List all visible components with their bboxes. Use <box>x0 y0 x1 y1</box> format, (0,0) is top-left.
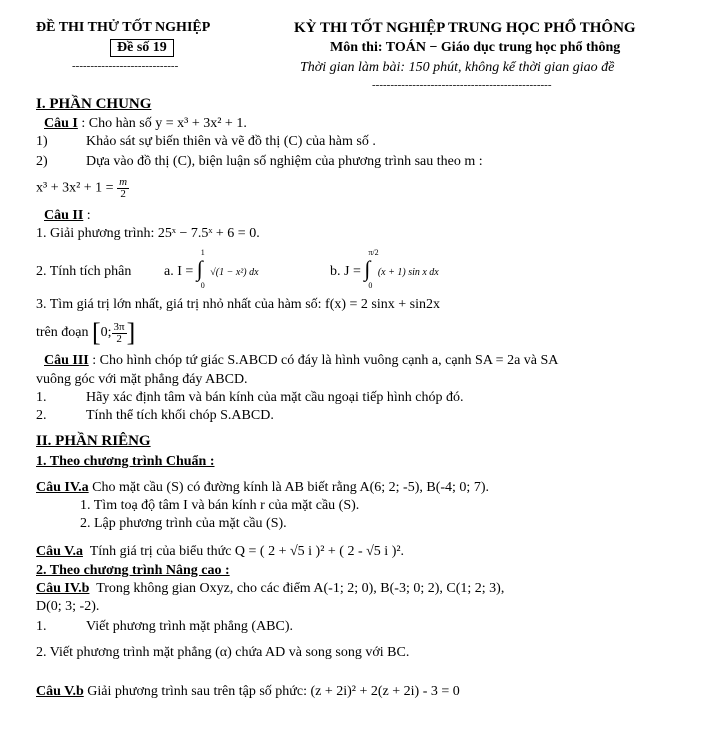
integral-b-integrand: (x + 1) sin x dx <box>377 267 439 279</box>
cau1-item1: Khảo sát sự biến thiên và vẽ đồ thị (C) của hàm số . <box>86 134 376 149</box>
cau2-label: Câu II <box>44 208 84 223</box>
cau1-item2-num: 2) <box>36 154 48 169</box>
cau1-line <box>44 116 247 132</box>
chuan-heading: 1. Theo chương trình Chuẩn : <box>36 454 215 469</box>
cau4b-text: Trong không gian Oxyz, cho các điểm A(-1; 2; 0), B(-3; 0; 2), C(1; 2; 3), <box>96 581 505 596</box>
cau4b-item1-num: 1. <box>36 619 47 634</box>
header-left-divider: ----------------------------- <box>72 60 179 72</box>
cau1-label: Câu I <box>44 116 78 131</box>
integral-lower-bound: 0 <box>368 281 373 290</box>
cau2-item3: 3. Tìm giá trị lớn nhất, giá trị nhỏ nhất của hàm số: f(x) = 2 sinx + sin2x <box>36 297 440 312</box>
cau1-item1-num: 1) <box>36 134 48 149</box>
right-bracket-icon: ] <box>126 318 136 347</box>
integral-upper-bound: π/2 <box>368 248 379 257</box>
cau1-equation <box>36 177 129 200</box>
cau5b-line <box>36 684 460 700</box>
cau2-item2-prefix: 2. Tính tích phân <box>36 264 132 279</box>
cau3-item1-num: 1. <box>36 390 47 405</box>
cau3-label: Câu III <box>44 353 89 368</box>
fraction-numerator: 3π <box>113 320 125 333</box>
fraction-numerator: m <box>119 176 128 188</box>
cau1-text: : Cho hàn số y = x³ + 3x² + 1. <box>81 116 247 131</box>
cau5a-text: Tính giá trị của biểu thức Q = ( 2 + √5 i )² + ( 2 - √5 i )². <box>89 544 405 559</box>
cau4b-line <box>36 581 504 597</box>
cau4a-text: Cho mặt cầu (S) có đường kính là AB biết rằng A(6; 2; -5), B(-4; 0; 7). <box>92 480 489 495</box>
left-bracket-icon: [ <box>91 318 101 347</box>
cau3-text: : Cho hình chóp tứ giác S.ABCD có đáy là hình vuông cạnh a, cạnh SA = 2a và SA <box>92 353 559 368</box>
cau1-equation-left: x³ + 3x² + 1 = <box>36 180 114 196</box>
nangcao-heading: 2. Theo chương trình Nâng cao : <box>36 563 230 578</box>
part2-heading: II. PHẦN RIÊNG <box>36 433 151 449</box>
domain-fraction <box>112 322 127 345</box>
cau2-integral-b <box>330 248 439 290</box>
header-subject: Môn thi: TOÁN − Giáo dục trung học phổ thông <box>330 40 621 55</box>
cau4a-line <box>36 480 489 496</box>
cau2-integral-a <box>164 248 259 290</box>
header-right-title: KỲ THI TỐT NGHIỆP TRUNG HỌC PHỔ THÔNG <box>294 20 636 36</box>
cau4a-item2: 2. Lập phương trình của mặt cầu (S). <box>80 516 287 531</box>
cau5a-line <box>36 544 404 560</box>
header-right-divider: ------------------------------------------------- <box>372 79 552 91</box>
cau3-text2: vuông góc với mặt phẳng đáy ABCD. <box>36 372 248 387</box>
header-time: Thời gian làm bài: 150 phút, không kể thời gian giao đề <box>300 60 615 75</box>
cau4b-item1: Viết phương trình mặt phẳng (ABC). <box>86 619 294 634</box>
cau4a-label: Câu IV.a <box>36 480 89 495</box>
integral-a-integrand: √(1 − x²) dx <box>210 267 259 279</box>
domain-prefix: trên đoạn <box>36 325 89 341</box>
cau4a-item1: 1. Tìm toạ độ tâm I và bán kính r của mặt cầu (S). <box>80 498 360 513</box>
domain-left: 0; <box>100 325 112 340</box>
cau5b-text: Giải phương trình sau trên tập số phức: (z + 2i)² + 2(z + 2i) - 3 = 0 <box>87 684 460 699</box>
cau2-line <box>44 208 91 224</box>
cau3-item2: Tính thể tích khối chóp S.ABCD. <box>86 408 274 423</box>
cau2-item3-domain <box>36 318 135 348</box>
cau4b-text2: D(0; 3; -2). <box>36 599 100 614</box>
integral-sign-icon: ∫ π/2 0 <box>364 248 379 290</box>
fraction-denominator: 2 <box>120 188 126 200</box>
cau5a-label: Câu V.a <box>36 544 83 559</box>
integral-lower-bound: 0 <box>200 281 205 290</box>
cau1-equation-fraction <box>117 177 129 200</box>
fraction-denominator: 2 <box>116 332 122 345</box>
integral-a-label: a. I = <box>164 264 194 280</box>
cau4b-label: Câu IV.b <box>36 581 90 596</box>
cau5b-label: Câu V.b <box>36 684 84 699</box>
cau1-item2: Dựa vào đồ thị (C), biện luận số nghiệm của phương trình sau theo m : <box>86 154 483 169</box>
cau3-item2-num: 2. <box>36 408 47 423</box>
integral-sign-icon: ∫ 1 0 <box>196 248 205 290</box>
part1-heading: I. PHẦN CHUNG <box>36 96 152 112</box>
integral-upper-bound: 1 <box>200 248 205 257</box>
cau3-item1: Hãy xác định tâm và bán kính của mặt cầu ngoại tiếp hình chóp đó. <box>86 390 464 405</box>
cau2-colon: : <box>86 208 91 223</box>
integral-b-label: b. J = <box>330 264 361 280</box>
cau2-item1: 1. Giải phương trình: 25ˣ − 7.5ˣ + 6 = 0. <box>36 226 260 241</box>
header-left-title: ĐỀ THI THỬ TỐT NGHIỆP <box>36 20 211 35</box>
cau4b-item2: 2. Viết phương trình mặt phẳng (α) chứa AD và song song với BC. <box>36 645 410 660</box>
cau3-line <box>44 353 558 369</box>
exam-number-badge: Đề số 19 <box>110 39 174 57</box>
